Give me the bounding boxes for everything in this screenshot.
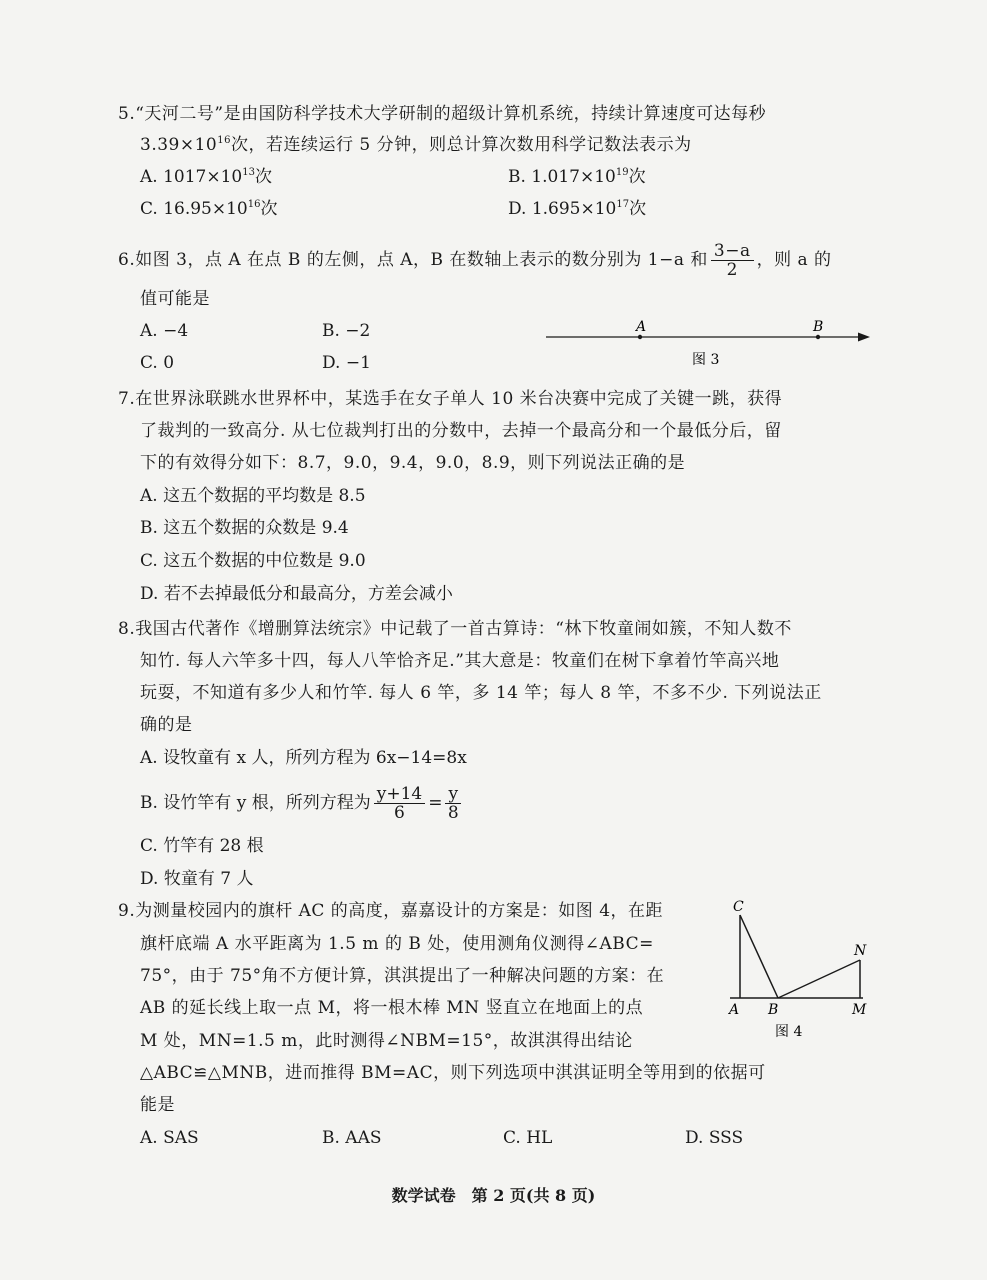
q7-stem-line-3: 下的有效得分如下：8.7，9.0，9.4，9.0，8.9，则下列说法正确的是 bbox=[140, 453, 686, 473]
q9-option-d: D. SSS bbox=[685, 1128, 744, 1148]
q6-stem-line-1: 6.如图 3，点 A 在点 B 的左侧，点 A，B 在数轴上表示的数分别为 1−a 和 $\frac{3-a}{2}$ ，则 a 的 bbox=[118, 241, 832, 280]
q9-option-c: C. HL bbox=[503, 1128, 553, 1148]
q7-option-d: D. 若不去掉最低分和最高分，方差会减小 bbox=[140, 584, 453, 604]
q5-option-d: D. $1.695\times 10^{17}$次 bbox=[508, 199, 647, 219]
point-b-dot bbox=[816, 335, 820, 339]
number-line-arrow-icon bbox=[858, 333, 870, 342]
q5-option-a: A. $1017\times 10^{13}$次 bbox=[140, 167, 272, 187]
figure-4-flagpole-diagram bbox=[720, 893, 880, 1048]
label-m: M bbox=[852, 1002, 867, 1018]
q8-option-a: A. 设牧童有 x 人，所列方程为 6x−14=8x bbox=[140, 748, 467, 768]
q7-option-a: A. 这五个数据的平均数是 8.5 bbox=[140, 486, 366, 506]
point-a-label: A bbox=[636, 319, 647, 335]
q8-fraction-2: $\frac{y}{8}$ bbox=[445, 785, 461, 822]
segment-bn bbox=[778, 960, 860, 998]
point-b-label: B bbox=[813, 319, 824, 335]
q9-stem-line-3: 75°，由于 75°角不方便计算，淇淇提出了一种解决问题的方案：在 bbox=[140, 966, 665, 986]
q6-option-c: C. 0 bbox=[140, 353, 175, 373]
q5-option-c: C. $16.95\times 10^{16}$次 bbox=[140, 199, 278, 219]
q5-stem-line-1: 5.“天河二号”是由国防科学技术大学研制的超级计算机系统，持续计算速度可达每秒 bbox=[118, 104, 767, 124]
q9-option-b: B. AAS bbox=[322, 1128, 382, 1148]
q6-option-b: B. −2 bbox=[322, 321, 371, 341]
q8-stem-line-4: 确的是 bbox=[140, 715, 193, 735]
label-c: C bbox=[733, 899, 744, 915]
label-n: N bbox=[854, 943, 867, 959]
q9-stem-line-6: △ABC≌△MNB，进而推得 BM=AC，则下列选项中淇淇证明全等用到的依据可 bbox=[140, 1063, 766, 1083]
q5-option-b: B. $1.017\times 10^{19}$次 bbox=[508, 167, 646, 187]
q9-stem-line-4: AB 的延长线上取一点 M，将一根木棒 MN 竖直立在地面上的点 bbox=[140, 998, 644, 1018]
figure-4-caption: 图 4 bbox=[775, 1024, 803, 1040]
q8-stem-line-3: 玩耍，不知道有多少人和竹竿. 每人 6 竿，多 14 竿；每人 8 竿，不多不少. 下列说法正 bbox=[140, 683, 822, 703]
q9-stem-line-5: M 处，MN=1.5 m，此时测得∠NBM=15°，故淇淇得出结论 bbox=[140, 1031, 633, 1051]
q8-option-d: D. 牧童有 7 人 bbox=[140, 869, 254, 889]
figure-3-number-line bbox=[540, 315, 880, 370]
segment-bc bbox=[740, 915, 778, 998]
q7-stem-line-2: 了裁判的一致高分. 从七位裁判打出的分数中，去掉一个最高分和一个最低分后，留 bbox=[140, 421, 782, 441]
q9-stem-line-1: 9.为测量校园内的旗杆 AC 的高度，嘉嘉设计的方案是：如图 4，在距 bbox=[118, 901, 664, 921]
q9-stem-line-7: 能是 bbox=[140, 1095, 175, 1115]
q8-fraction-1: $\frac{y+14}{6}$ bbox=[374, 785, 425, 822]
q7-stem-line-1: 7.在世界泳联跳水世界杯中，某选手在女子单人 10 米台决赛中完成了关键一跳，获得 bbox=[118, 389, 783, 409]
point-a-dot bbox=[638, 335, 642, 339]
label-b: B bbox=[768, 1002, 779, 1018]
q8-option-b: B. 设竹竿有 y 根，所列方程为 $\frac{y+14}{6}$ = $\frac{y}{8}$ bbox=[140, 783, 464, 823]
q6-option-d: D. −1 bbox=[322, 353, 371, 373]
q6-option-a: A. −4 bbox=[140, 321, 189, 341]
label-a: A bbox=[729, 1002, 740, 1018]
q9-option-a: A. SAS bbox=[140, 1128, 199, 1148]
figure-3-caption: 图 3 bbox=[692, 352, 720, 368]
q7-option-b: B. 这五个数据的众数是 9.4 bbox=[140, 518, 349, 538]
q6-stem-line-2: 值可能是 bbox=[140, 289, 210, 309]
q8-stem-line-2: 知竹. 每人六竿多十四，每人八竿恰齐足.”其大意是：牧童们在树下拿着竹竿高兴地 bbox=[140, 651, 780, 671]
q6-fraction: $\frac{3-a}{2}$ bbox=[711, 242, 754, 279]
q7-option-c: C. 这五个数据的中位数是 9.0 bbox=[140, 551, 366, 571]
page-footer: 数学试卷 第 2 页(共 8 页) bbox=[391, 1186, 596, 1205]
q8-stem-line-1: 8.我国古代著作《增删算法统宗》中记载了一首古算诗：“林下牧童闹如簇，不知人数不 bbox=[118, 619, 792, 639]
q5-stem-line-2: $3.39\times 10^{16}$次，若连续运行 5 分钟，则总计算次数用科学记数法表示为 bbox=[140, 135, 692, 155]
q8-option-c: C. 竹竿有 28 根 bbox=[140, 836, 264, 856]
q9-stem-line-2: 旗杆底端 A 水平距离为 1.5 m 的 B 处，使用测角仪测得∠ABC= bbox=[140, 934, 654, 954]
